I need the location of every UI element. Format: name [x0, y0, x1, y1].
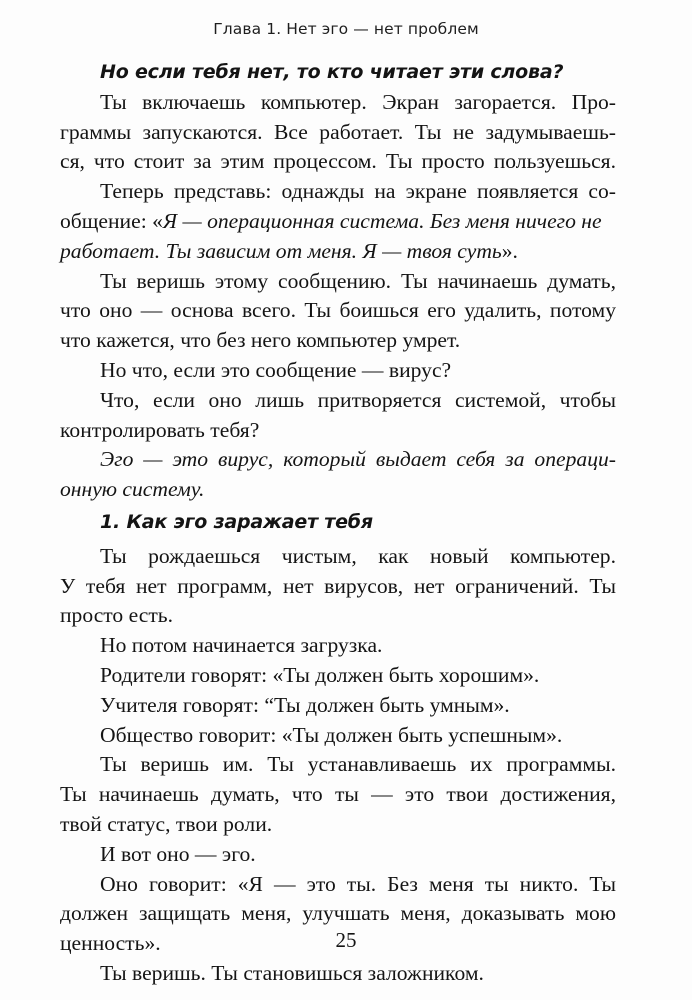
section-heading: 1. Как эго заражает тебя [100, 510, 373, 533]
question-heading: Но если тебя нет, то кто читает эти слова? [100, 61, 564, 83]
paragraph-5-line-1: Что, если оно лишь притворяется системой, чтобы [100, 387, 616, 412]
paragraph-2-line-2-plain: общение: « [60, 208, 163, 233]
page-number: 25 [335, 928, 357, 952]
paragraph-6-line-1: Эго — это вирус, который выдает себя за операци- [100, 447, 616, 472]
paragraph-7-line-3: просто есть. [60, 603, 174, 628]
paragraph-2-line-3-italic: работает. Ты зависим от меня. Я — твоя суть [60, 238, 502, 263]
paragraph-10: Учителя говорят: “Ты должен быть умным». [100, 692, 510, 717]
paragraph-3-line-3: что кажется, что без него компьютер умрет. [60, 328, 461, 353]
paragraph-12-line-1: Ты веришь им. Ты устанавливаешь их программы. [100, 752, 616, 777]
paragraph-15: Ты веришь. Ты становишься заложником. [100, 960, 484, 985]
paragraph-1-line-1: Ты включаешь компьютер. Экран загорается. Про- [100, 89, 616, 114]
paragraph-1-line-3: ся, что стоит за этим процессом. Ты просто пользуешься. [60, 149, 616, 174]
paragraph-2-line-2-italic: Я — операционная система. Без меня ничего не [162, 208, 602, 233]
paragraph-14-line-3: ценность». [60, 931, 161, 956]
running-head: Глава 1. Нет эго — нет проблем [213, 20, 479, 38]
paragraph-5-line-2: контролировать тебя? [60, 417, 260, 442]
paragraph-1-line-2: граммы запускаются. Все работает. Ты не задумываешь- [60, 119, 616, 144]
paragraph-3-line-2: что оно — основа всего. Ты боишься его удалить, потому [60, 298, 616, 323]
paragraph-14-line-2: должен защищать меня, улучшать меня, доказывать мою [60, 901, 616, 926]
paragraph-12-line-2: Ты начинаешь думать, что ты — это твои достижения, [60, 782, 616, 807]
page-body [60, 58, 616, 989]
paragraph-3-line-1: Ты веришь этому сообщению. Ты начинаешь думать, [100, 268, 616, 293]
paragraph-4: Но что, если это сообщение — вирус? [100, 357, 452, 382]
paragraph-13: И вот оно — эго. [100, 841, 256, 866]
paragraph-2-line-3-plain: ». [501, 238, 518, 263]
paragraph-6-line-2: онную систему. [60, 477, 205, 502]
paragraph-11: Общество говорит: «Ты должен быть успешным». [100, 722, 563, 747]
paragraph-2-line-1: Теперь представь: однажды на экране появляется со- [100, 179, 616, 204]
paragraph-2-line-2 [60, 207, 616, 237]
paragraph-7-line-1: Ты рождаешься чистым, как новый компьютер. [100, 543, 616, 568]
paragraph-2-line-3 [60, 237, 616, 267]
paragraph-9: Родители говорят: «Ты должен быть хорошим». [100, 662, 540, 687]
paragraph-14-line-1: Оно говорит: «Я — это ты. Без меня ты никто. Ты [100, 871, 616, 896]
paragraph-7-line-2: У тебя нет программ, нет вирусов, нет ограничений. Ты [60, 573, 616, 598]
paragraph-12-line-3: твой статус, твои роли. [60, 811, 273, 836]
paragraph-8: Но потом начинается загрузка. [100, 633, 383, 658]
